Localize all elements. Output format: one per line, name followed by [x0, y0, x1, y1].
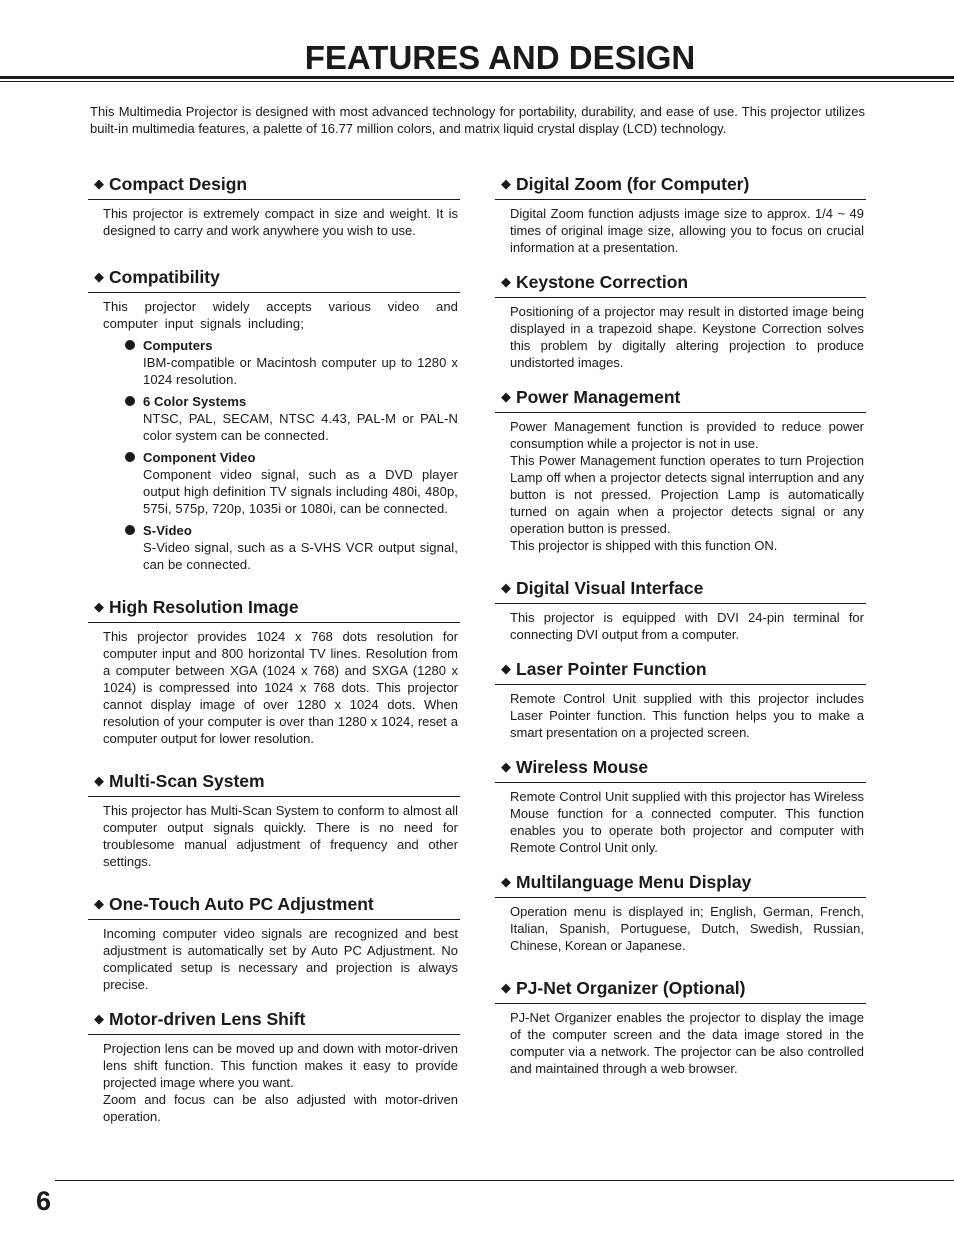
intro-paragraph: This Multimedia Projector is designed with most advanced technology for portability, durability, and ease of use. This projector utilizes built-in multimedia features, a palette of 16.77 million colors, and matrix liquid crystal display (LCD) technology. — [90, 104, 865, 136]
section-title: Multilanguage Menu Display — [516, 872, 752, 892]
list-item-text: Component video signal, such as a DVD player output high definition TV signals including 480i, 480p, 575i, 575p, 720p, 1035i or 1080i, can be connected. — [143, 467, 458, 516]
section-heading — [495, 172, 866, 200]
section-heading — [88, 1007, 460, 1035]
page-number: 6 — [36, 1186, 52, 1216]
list-item-text: S-Video signal, such as a S-VHS VCR output signal, can be connected. — [143, 540, 458, 572]
section-text: This projector is shipped with this function ON. — [510, 538, 778, 553]
section-body — [495, 413, 866, 554]
list-item-title: Component Video — [143, 450, 256, 465]
title-rule-thick — [0, 76, 954, 79]
section-title: Digital Visual Interface — [516, 578, 704, 598]
list-item-text: IBM-compatible or Macintosh computer up to 1280 x 1024 resolution. — [143, 355, 458, 387]
section-text: Projection lens can be moved up and down with motor-driven lens shift function. This function makes it easy to provide projected image where you want. — [103, 1041, 458, 1090]
diamond-bullet-icon: ◆ — [501, 980, 511, 995]
section-text: Remote Control Unit supplied with this projector includes Laser Pointer function. This function helps you to make a smart presentation on a projected screen. — [510, 691, 864, 740]
section-body — [495, 200, 866, 256]
section-keystone-correction — [495, 270, 866, 371]
bullet-dot-icon — [125, 525, 135, 535]
section-heading — [88, 172, 460, 200]
section-text: Operation menu is displayed in; English, German, French, Italian, Spanish, Portuguese, Dutch, Swedish, Russian, Chinese, Korean or Japanese. — [510, 904, 864, 953]
bullet-dot-icon — [125, 452, 135, 462]
diamond-bullet-icon: ◆ — [94, 599, 104, 614]
section-body — [495, 604, 866, 643]
list-item-title: 6 Color Systems — [143, 394, 247, 409]
list-item-text: NTSC, PAL, SECAM, NTSC 4.43, PAL-M or PAL-N color system can be connected. — [143, 411, 458, 443]
title-rule-thin — [0, 81, 954, 82]
section-title: Compatibility — [109, 267, 220, 287]
section-body — [88, 797, 460, 870]
diamond-bullet-icon: ◆ — [501, 389, 511, 404]
diamond-bullet-icon: ◆ — [501, 176, 511, 191]
section-body — [88, 200, 460, 239]
section-text: This projector has Multi-Scan System to conform to almost all computer output signals quickly. There is no need for troublesome manual adjustment of frequency and other settings. — [103, 803, 458, 869]
section-heading — [495, 385, 866, 413]
section-title: Wireless Mouse — [516, 757, 649, 777]
section-title: Power Management — [516, 387, 681, 407]
list-item-title: Computers — [143, 338, 213, 353]
section-body — [88, 920, 460, 993]
diamond-bullet-icon: ◆ — [94, 1011, 104, 1026]
diamond-bullet-icon: ◆ — [94, 896, 104, 911]
section-text: PJ-Net Organizer enables the projector to display the image of the computer screen and the data image stored in the computer via a network. The projector can be also controlled and maintained through a web browser. — [510, 1010, 864, 1076]
section-body — [88, 1035, 460, 1125]
list-item — [103, 522, 458, 573]
section-digital-visual-interface — [495, 576, 866, 643]
section-body — [495, 898, 866, 954]
bullet-dot-icon — [125, 340, 135, 350]
section-power-management — [495, 385, 866, 554]
section-text: Incoming computer video signals are recognized and best adjustment is automatically set by Auto PC Adjustment. No complicated setup is necessary and projection is always precise. — [103, 926, 458, 992]
section-title: Compact Design — [109, 174, 248, 194]
section-heading — [495, 657, 866, 685]
section-text: Remote Control Unit supplied with this projector has Wireless Mouse function for a connected computer. This function enables you to operate both projector and computer with Remote Control Unit only. — [510, 789, 864, 855]
section-body — [88, 623, 460, 747]
left-column — [88, 172, 460, 1125]
section-pj-net-organizer — [495, 976, 866, 1077]
section-wireless-mouse — [495, 755, 866, 856]
diamond-bullet-icon: ◆ — [94, 176, 104, 191]
section-text: This projector widely accepts various video and computer input signals including; — [103, 299, 458, 331]
section-title: Motor-driven Lens Shift — [109, 1009, 306, 1029]
section-digital-zoom — [495, 172, 866, 256]
section-text: Positioning of a projector may result in distorted image being displayed in a trapezoid shape. Keystone Correction solves this problem by digitally altering projection to produce undistorted images. — [510, 304, 864, 370]
section-body — [495, 783, 866, 856]
section-compact-design — [88, 172, 460, 239]
section-title: PJ-Net Organizer (Optional) — [516, 978, 746, 998]
footer-rule — [55, 1180, 954, 1181]
section-body — [88, 293, 460, 573]
diamond-bullet-icon: ◆ — [501, 759, 511, 774]
section-body — [495, 298, 866, 371]
list-item-title: S-Video — [143, 523, 192, 538]
section-text: This projector is equipped with DVI 24-pin terminal for connecting DVI output from a computer. — [510, 610, 864, 642]
section-heading — [88, 595, 460, 623]
right-column — [495, 172, 866, 1077]
section-body — [495, 1004, 866, 1077]
section-multilanguage-menu — [495, 870, 866, 954]
section-title: One-Touch Auto PC Adjustment — [109, 894, 374, 914]
section-title: High Resolution Image — [109, 597, 299, 617]
page-title-wrap — [0, 38, 954, 78]
diamond-bullet-icon: ◆ — [94, 773, 104, 788]
section-text: Digital Zoom function adjusts image size to approx. 1/4 ~ 49 times of original image size, allowing you to focus on crucial information at a presentation. — [510, 206, 864, 255]
diamond-bullet-icon: ◆ — [501, 874, 511, 889]
section-one-touch-auto-pc — [88, 892, 460, 993]
section-heading — [495, 576, 866, 604]
section-body — [495, 685, 866, 741]
section-heading — [88, 265, 460, 293]
section-text: This projector provides 1024 x 768 dots resolution for computer input and 800 horizontal TV lines. Resolution from a computer between XGA (1024 x 768) and SXGA (1280 x 1024) is compressed into 1024 x 768 dots. This projector cannot display image of over 1280 x 1024 dots. When resolution of your computer is over than 1280 x 1024, reset a computer output for lower resolution. — [103, 629, 458, 746]
diamond-bullet-icon: ◆ — [501, 274, 511, 289]
section-multi-scan-system — [88, 769, 460, 870]
diamond-bullet-icon: ◆ — [501, 580, 511, 595]
list-item — [103, 337, 458, 388]
list-item — [103, 449, 458, 517]
section-heading — [495, 870, 866, 898]
section-text: Zoom and focus can be also adjusted with motor-driven operation. — [103, 1092, 458, 1124]
section-title: Digital Zoom (for Computer) — [516, 174, 750, 194]
section-text: This projector is extremely compact in size and weight. It is designed to carry and work anywhere you wish to use. — [103, 206, 458, 238]
section-heading — [88, 769, 460, 797]
section-heading — [495, 976, 866, 1004]
bullet-dot-icon — [125, 396, 135, 406]
diamond-bullet-icon: ◆ — [501, 661, 511, 676]
list-item — [103, 393, 458, 444]
section-title: Multi-Scan System — [109, 771, 265, 791]
section-laser-pointer — [495, 657, 866, 741]
section-motor-driven-lens-shift — [88, 1007, 460, 1125]
section-high-resolution-image — [88, 595, 460, 747]
section-text: This Power Management function operates to turn Projection Lamp off when a projector detects signal interruption and any button is not pressed. Projection Lamp is automatically turned on again when a projector detects signal or any operation button is pressed. — [510, 453, 864, 536]
diamond-bullet-icon: ◆ — [94, 269, 104, 284]
section-compatibility — [88, 265, 460, 573]
section-heading — [88, 892, 460, 920]
page-title: FEATURES AND DESIGN — [304, 39, 696, 76]
section-heading — [495, 270, 866, 298]
section-title: Keystone Correction — [516, 272, 689, 292]
section-heading — [495, 755, 866, 783]
section-title: Laser Pointer Function — [516, 659, 707, 679]
section-text: Power Management function is provided to reduce power consumption while a projector is not in use. — [510, 419, 864, 451]
